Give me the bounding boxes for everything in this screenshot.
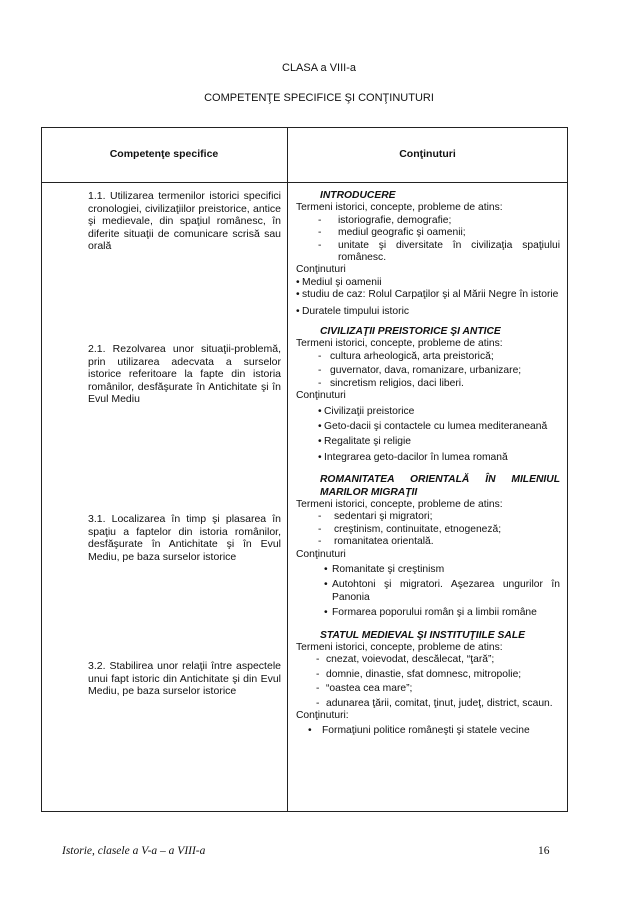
competence-3-2: 3.2. Stabilirea unor relaţii între aspectele unui fapt istoric din Antichitate şi din Evul Mediu, pe baza surselor istorice: [88, 660, 281, 698]
term-item: - istoriografie, demografie;: [296, 215, 560, 227]
competence-3-1: 3.1. Localizarea în timp şi plasarea în spaţiu a faptelor din istoria românilor, desfăşurate în Antichitate şi în Evul Mediu, pe baza surselor istorice: [88, 513, 281, 563]
column-divider: [287, 127, 288, 812]
section-title: ROMANITATEA ORIENTALĂ ÎN MILENIUL MARILOR MIGRAŢII: [320, 474, 560, 498]
term-item: - creştinism, continuitate, etnogeneză;: [296, 524, 560, 536]
contents-label: Conţinuturi: [296, 264, 346, 276]
terms-label: Termeni istorici, concepte, probleme de atins:: [296, 202, 503, 214]
section-title: INTRODUCERE: [320, 190, 396, 201]
content-item: • Geto-dacii şi contactele cu lumea mediteraneană: [296, 421, 560, 433]
term-item: - “oastea cea mare”;: [296, 683, 560, 695]
contents-label: Conţinuturi:: [296, 710, 349, 722]
class-title: CLASA a VIII-a: [282, 62, 356, 74]
terms-label: Termeni istorici, concepte, probleme de atins:: [296, 642, 503, 653]
section-title: CIVILIZAŢII PREISTORICE ŞI ANTICE: [320, 326, 501, 338]
contents-label: Conţinuturi: [296, 548, 346, 560]
term-item: - unitate şi diversitate în civilizaţia spaţiului românesc.: [296, 240, 560, 265]
competence-1-1: 1.1. Utilizarea termenilor istorici specifici cronologiei, civilizaţiilor preistorice, antice şi medievale, din spaţiul românesc, în diferite situaţii de comunicare scrisă sau orală: [88, 190, 281, 253]
term-item: - cnezat, voievodat, descălecat, “ţară”;: [296, 654, 560, 666]
content-item: • Formaţiuni politice româneşti şi statele vecine: [296, 725, 560, 737]
content-item: • Mediul şi oamenii: [296, 277, 560, 289]
term-item: - romanitatea orientală.: [296, 536, 560, 548]
competence-2-1: 2.1. Rezolvarea unor situaţii-problemă, prin utilizarea adecvata a surselor istorice referitoare la fapte din istoria românilor, desfăşurate în Antichitate şi în Evul Mediu: [88, 343, 281, 406]
content-item: • Regalitate şi religie: [296, 436, 560, 448]
content-item: • Formarea poporului român şi a limbii române: [296, 607, 560, 619]
page-number: 16: [538, 845, 550, 857]
term-item: - domnie, dinastie, sfat domnesc, mitropolie;: [296, 669, 560, 681]
content-item: • Romanitate şi creştinism: [296, 564, 560, 576]
section-introducere: [296, 190, 560, 318]
contents-label: Conţinuturi: [296, 390, 346, 402]
term-item: - cultura arheologică, arta preistorică;: [296, 351, 560, 363]
content-item: • studiu de caz: Rolul Carpaţilor şi al Mării Negre în istorie: [296, 289, 560, 301]
content-item: • Autohtoni şi migratori. Aşezarea ungurilor în Panonia: [296, 579, 560, 604]
col-header-competences: Competenţe specifice: [109, 148, 219, 160]
section-statul-medieval: [296, 630, 560, 738]
term-item: - guvernator, dava, romanizare, urbanizare;: [296, 365, 560, 377]
document-subtitle: COMPETENŢE SPECIFICE ŞI CONŢINUTURI: [204, 92, 434, 104]
header-row-divider: [41, 182, 568, 183]
section-civilizatii-preistorice: [296, 326, 560, 464]
content-item: • Civilizaţii preistorice: [296, 406, 560, 418]
content-item: • Integrarea geto-dacilor în lumea romană: [296, 452, 560, 464]
terms-label: Termeni istorici, concepte, probleme de atins:: [296, 338, 503, 350]
section-title: STATUL MEDIEVAL ŞI INSTITUŢIILE SALE: [320, 629, 525, 641]
section-romanitatea-orientala: [296, 474, 560, 619]
term-item: - adunarea ţării, comitat, ţinut, judeţ, district, scaun.: [296, 698, 560, 710]
footer-title: Istorie, clasele a V-a – a VIII-a: [62, 845, 206, 857]
col-header-contents: Conţinuturi: [399, 148, 456, 160]
term-item: - sedentari şi migratori;: [296, 511, 560, 523]
term-item: - mediul geografic şi oamenii;: [296, 227, 560, 239]
content-item: • Duratele timpului istoric: [296, 306, 560, 318]
contents-column: [296, 190, 560, 738]
term-item: - sincretism religios, daci liberi.: [296, 378, 560, 390]
terms-label: Termeni istorici, concepte, probleme de atins:: [296, 498, 503, 510]
